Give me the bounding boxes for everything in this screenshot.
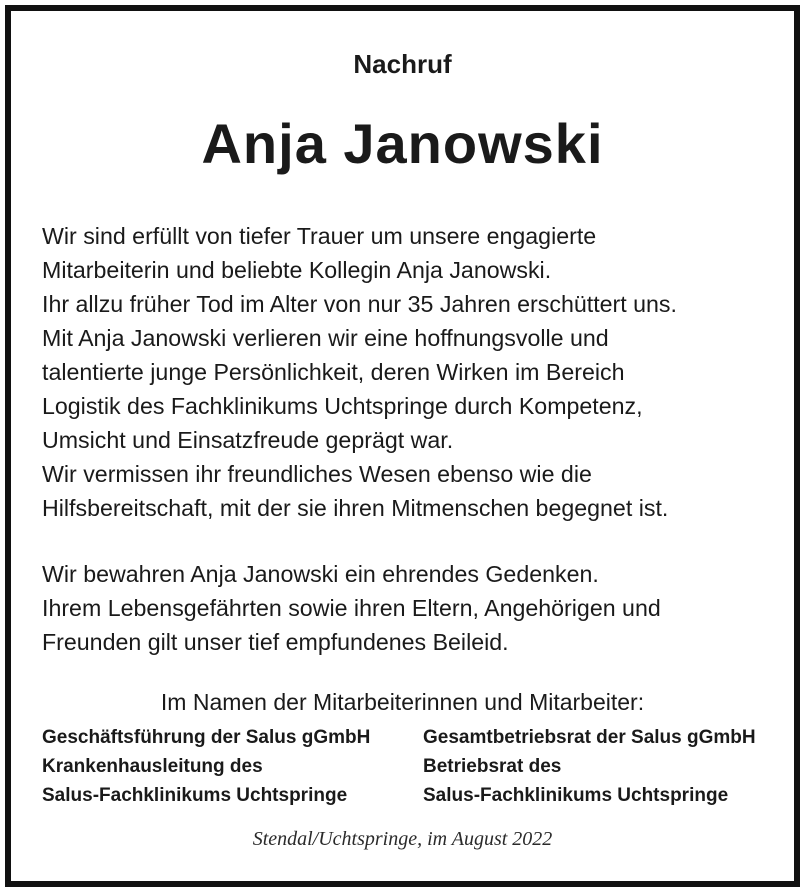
notice-heading: Nachruf	[353, 49, 452, 79]
place-date: Stendal/Uchtspringe, im August 2022	[252, 828, 553, 850]
deceased-name: Anja Janowski	[201, 112, 604, 175]
signature-intro: Im Namen der Mitarbeiterinnen und Mitarbeiter:	[160, 689, 645, 715]
tribute-paragraph	[42, 219, 772, 525]
text-line: Hilfsbereitschaft, mit der sie ihren Mitmenschen begegnet ist.	[42, 495, 669, 521]
text-line: Ihr allzu früher Tod im Alter von nur 35 Jahren erschüttert uns.	[42, 291, 677, 317]
signer-line: Salus-Fachklinikums Uchtspringe	[423, 785, 729, 806]
signer-line: Geschäftsführung der Salus gGmbH	[42, 727, 371, 748]
signers-left	[42, 723, 370, 810]
text-line: Umsicht und Einsatzfreude geprägt war.	[42, 427, 454, 453]
text-line: Mitarbeiterin und beliebte Kollegin Anja Janowski.	[42, 257, 552, 283]
text-line: Mit Anja Janowski verlieren wir eine hoffnungsvolle und	[42, 325, 609, 351]
signer-line: Krankenhausleitung des	[42, 756, 263, 777]
text-line: Wir bewahren Anja Janowski ein ehrendes Gedenken.	[42, 561, 599, 587]
text-line: Freunden gilt unser tief empfundenes Beileid.	[42, 629, 509, 655]
text-line: Wir vermissen ihr freundliches Wesen ebenso wie die	[42, 461, 592, 487]
signers-right	[423, 723, 756, 810]
text-line: Logistik des Fachklinikums Uchtspringe durch Kompetenz,	[42, 393, 643, 419]
signer-line: Gesamtbetriebsrat der Salus gGmbH	[423, 727, 756, 748]
text-line: Ihrem Lebensgefährten sowie ihren Eltern, Angehörigen und	[42, 595, 661, 621]
text-line: Wir sind erfüllt von tiefer Trauer um unsere engagierte	[42, 223, 597, 249]
notice-frame	[5, 5, 800, 887]
signer-line: Salus-Fachklinikums Uchtspringe	[42, 785, 348, 806]
condolence-paragraph	[42, 557, 772, 659]
text-line: talentierte junge Persönlichkeit, deren Wirken im Bereich	[42, 359, 625, 385]
signer-line: Betriebsrat des	[423, 756, 562, 777]
